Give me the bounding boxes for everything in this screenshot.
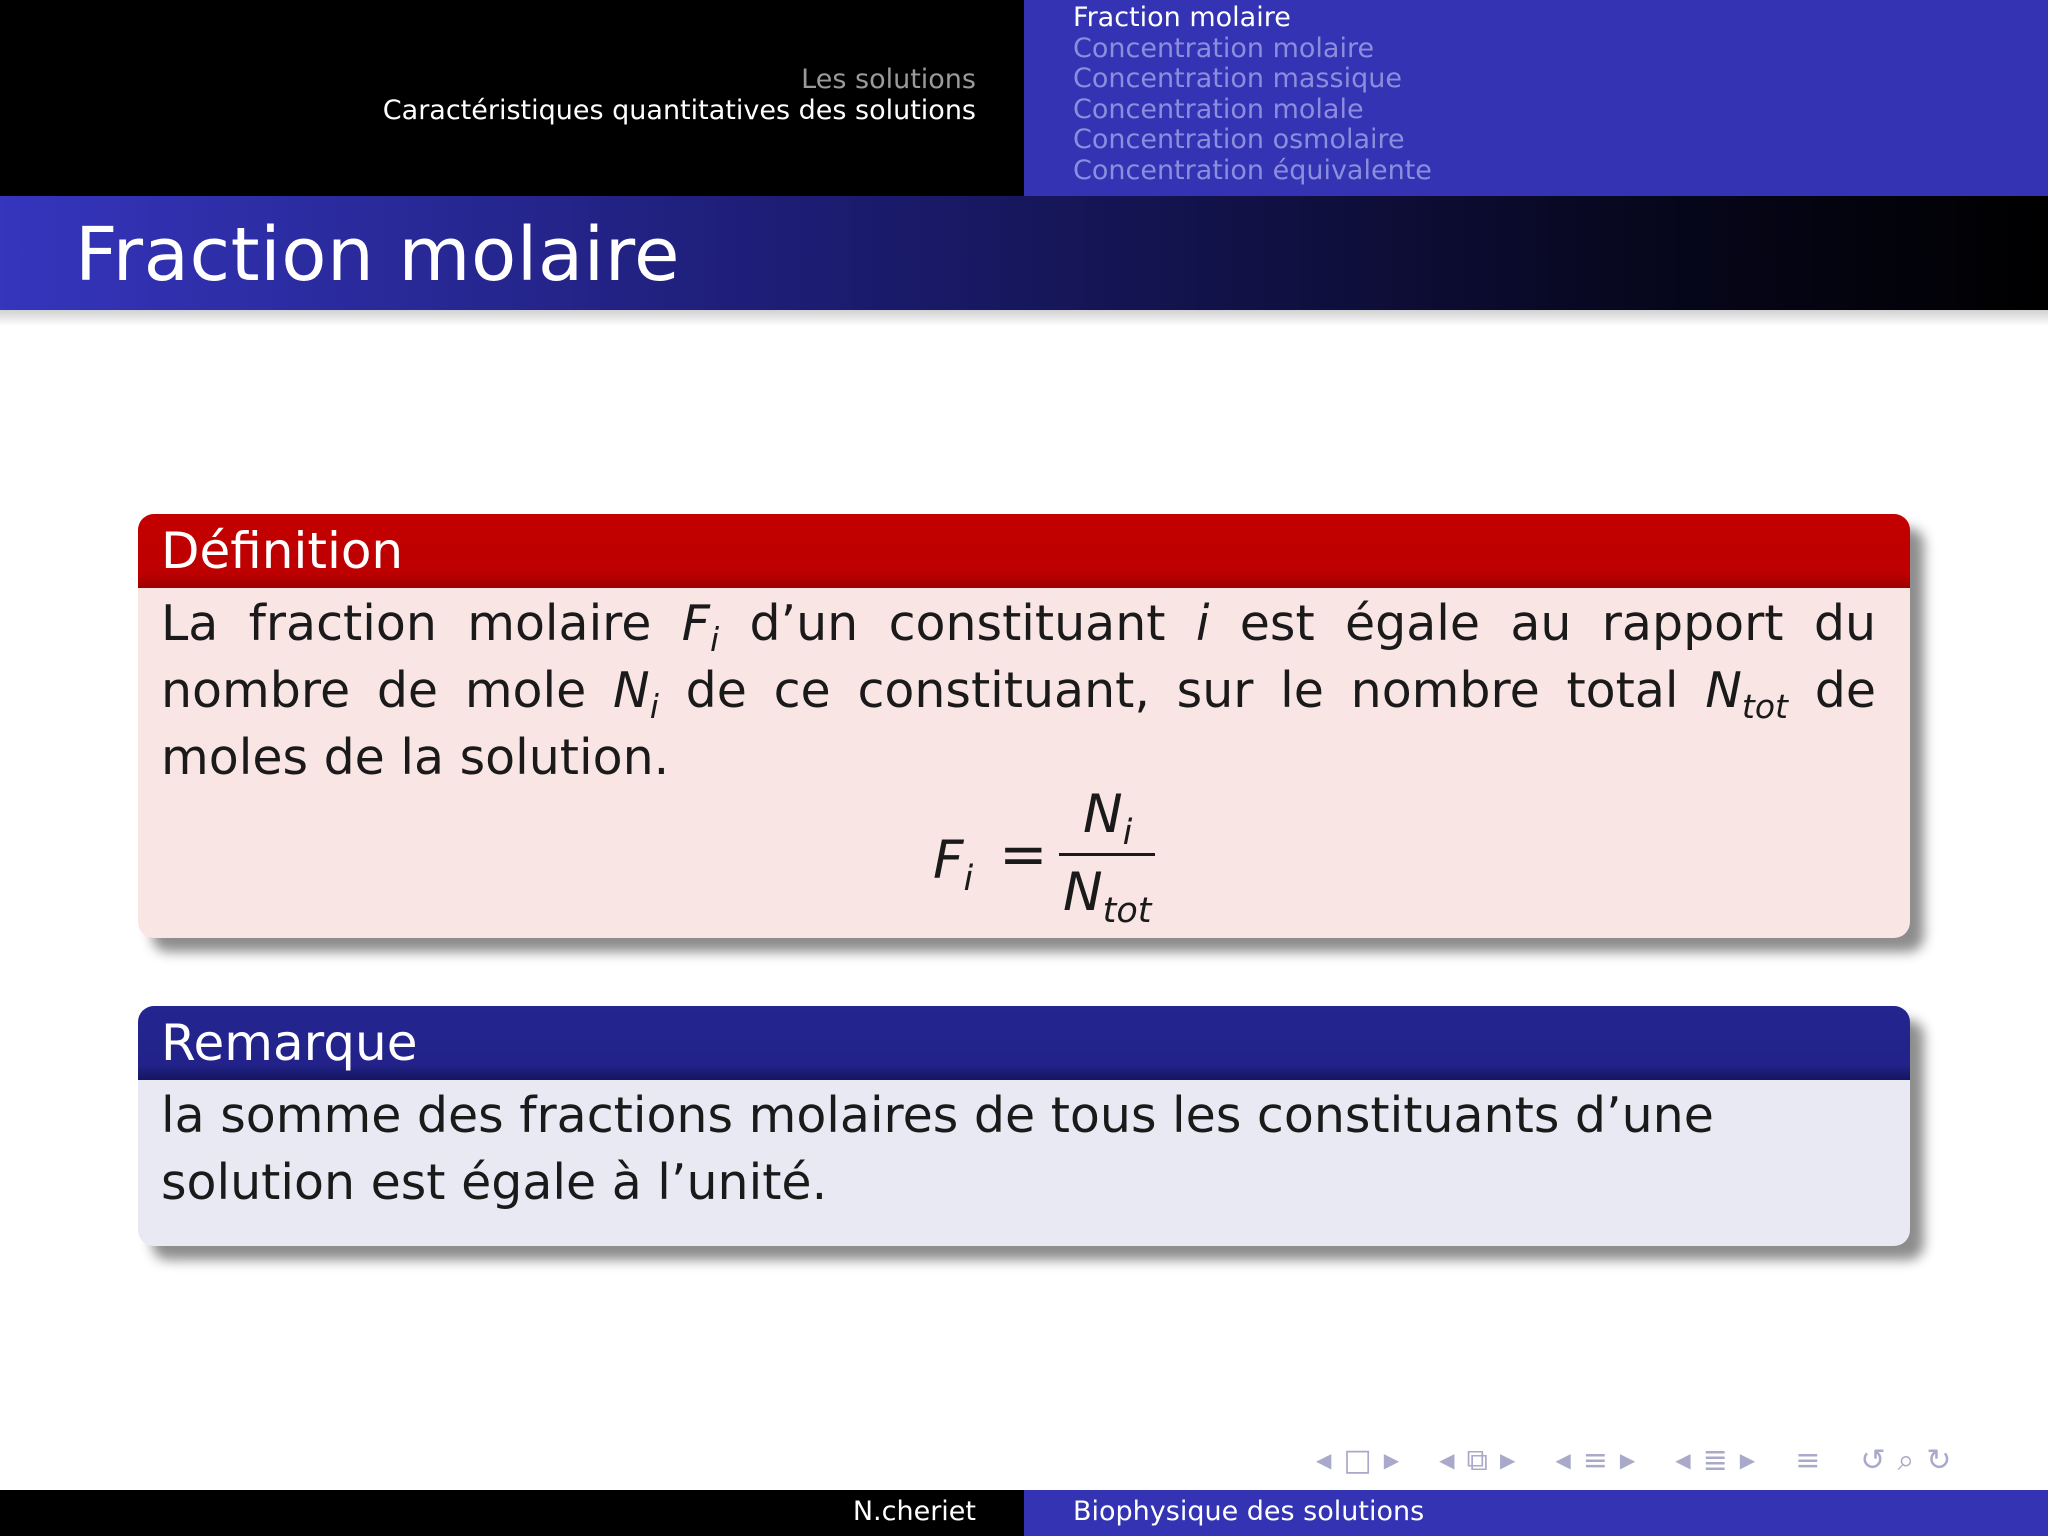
formula-denominator-sub: tot <box>1102 891 1152 931</box>
slide-icon[interactable]: □ <box>1343 1442 1372 1478</box>
nav-left-arrow-icon[interactable]: ◀ <box>1675 1448 1691 1472</box>
back-icon[interactable]: ↺ <box>1860 1442 1886 1478</box>
header-section-panel <box>0 0 1024 196</box>
math-sub-i: i <box>709 620 720 659</box>
definition-text-part: d’un constituant <box>719 595 1196 652</box>
frame-icon[interactable]: ⧉ <box>1466 1442 1488 1478</box>
subsection-link-concentration-osmolaire[interactable]: Concentration osmolaire <box>1073 124 1405 156</box>
header-navigation <box>0 0 2048 196</box>
remark-block <box>138 1006 1910 1246</box>
definition-text-part: est égale au rapport du nombre de mole <box>161 595 1876 719</box>
formula-denominator <box>1063 859 1152 931</box>
subsection-link-concentration-molaire[interactable]: Concentration molaire <box>1073 32 1375 64</box>
title-shadow <box>0 310 2048 326</box>
math-var-i: i <box>1195 595 1210 652</box>
footer-presentation-title: Biophysique des solutions <box>1073 1496 1425 1527</box>
definition-text-part: de ce constituant, sur le nombre total <box>658 662 1706 719</box>
nav-right-arrow-icon[interactable]: ▶ <box>1499 1448 1516 1472</box>
footer-author: N.cheriet <box>852 1496 976 1527</box>
nav-right-arrow-icon[interactable]: ▶ <box>1739 1448 1756 1472</box>
footer-title-panel <box>1024 1490 2048 1536</box>
remark-body <box>138 1080 1910 1216</box>
formula-numerator-var: N <box>1083 784 1123 845</box>
frame-title-bar <box>0 196 2048 310</box>
formula-equals: = <box>999 820 1048 888</box>
section-link-caracteristiques[interactable]: Caractéristiques quantitatives des solutions <box>382 95 976 126</box>
math-var-f: F <box>681 595 710 652</box>
math-var-n: N <box>613 662 650 719</box>
definition-text-part: La fraction molaire <box>161 595 682 652</box>
formula-lhs-var: F <box>933 830 964 891</box>
footer-author-panel <box>0 1490 1024 1536</box>
history-nav <box>1854 1443 1957 1478</box>
section-nav-icon[interactable] <box>1669 1443 1761 1478</box>
definition-text <box>161 590 1876 791</box>
formula-denominator-var: N <box>1063 862 1103 923</box>
subsection-list <box>1073 3 1432 187</box>
remark-text: la somme des fractions molaires de tous les constituants d’une solution est égale à l’unité. <box>161 1087 1714 1211</box>
formula-numerator-sub: i <box>1122 813 1133 853</box>
definition-text-part: de moles de la solution. <box>161 662 1876 786</box>
navigation-symbols <box>1310 1440 1985 1480</box>
slide-nav-icon[interactable] <box>1310 1443 1405 1478</box>
document-icon[interactable]: ≡ <box>1795 1442 1821 1478</box>
formula-lhs-sub: i <box>963 859 974 899</box>
document-nav-icon[interactable] <box>1789 1443 1826 1478</box>
page-title: Fraction molaire <box>75 212 681 298</box>
section-icon[interactable]: ≣ <box>1702 1442 1728 1478</box>
nav-right-arrow-icon[interactable]: ▶ <box>1619 1448 1636 1472</box>
math-sub-tot: tot <box>1741 687 1788 726</box>
header-subsection-panel <box>1024 0 2048 196</box>
fraction-formula <box>161 784 1876 931</box>
formula-numerator <box>1083 781 1133 853</box>
subsection-nav-icon[interactable] <box>1549 1443 1641 1478</box>
frame-nav-icon[interactable] <box>1433 1443 1521 1478</box>
search-icon[interactable]: ⌕ <box>1897 1442 1915 1478</box>
definition-body <box>138 588 1910 931</box>
definition-title: Définition <box>138 514 1910 588</box>
formula-fraction-bar <box>1059 853 1155 856</box>
section-link-solutions[interactable]: Les solutions <box>801 64 976 95</box>
section-list <box>383 64 976 126</box>
formula-lhs <box>933 827 974 899</box>
forward-icon[interactable]: ↻ <box>1926 1442 1952 1478</box>
subsection-link-concentration-molale[interactable]: Concentration molale <box>1073 93 1364 125</box>
definition-block <box>138 514 1910 938</box>
math-var-n: N <box>1705 662 1742 719</box>
nav-right-arrow-icon[interactable]: ▶ <box>1383 1448 1400 1472</box>
subsection-link-fraction-molaire[interactable]: Fraction molaire <box>1073 2 1291 33</box>
remark-title: Remarque <box>138 1006 1910 1080</box>
subsection-icon[interactable]: ≡ <box>1582 1442 1608 1478</box>
nav-left-arrow-icon[interactable]: ◀ <box>1439 1448 1455 1472</box>
math-sub-i: i <box>649 687 659 726</box>
subsection-link-concentration-massique[interactable]: Concentration massique <box>1073 63 1402 95</box>
nav-left-arrow-icon[interactable]: ◀ <box>1316 1448 1332 1472</box>
nav-left-arrow-icon[interactable]: ◀ <box>1555 1448 1571 1472</box>
subsection-link-concentration-equivalente[interactable]: Concentration équivalente <box>1073 154 1432 186</box>
